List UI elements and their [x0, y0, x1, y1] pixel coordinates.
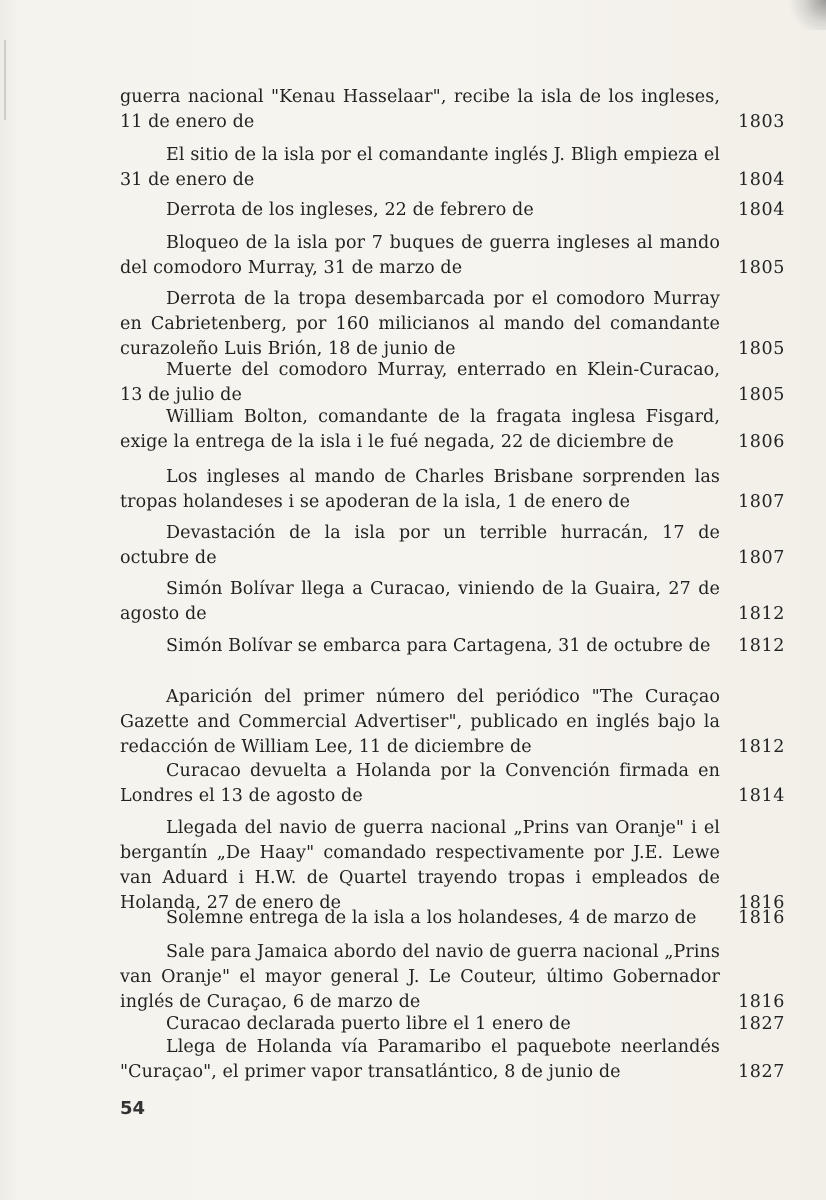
- chronology-entry: [120, 906, 785, 931]
- entry-text: El sitio de la isla por el comandante inglés J. Bligh empieza el 31 de enero de: [120, 145, 720, 190]
- chronology-entry: [120, 85, 785, 135]
- entry-year: 1804: [738, 200, 785, 220]
- entry-text: Curacao devuelta a Holanda por la Convención firmada en Londres el 13 de agosto de: [120, 761, 720, 806]
- entry-text: guerra nacional "Kenau Hasselaar", recibe la isla de los ingleses, 11 de enero de: [120, 87, 720, 132]
- entry-year: 1812: [738, 737, 785, 757]
- chronology-entry: [120, 287, 785, 362]
- chronology-entry: [120, 521, 785, 571]
- entry-year: 1827: [738, 1014, 785, 1034]
- chronology-entry: [120, 1012, 785, 1037]
- entry-text: Devastación de la isla por un terrible hurracán, 17 de octubre de: [120, 523, 720, 568]
- entry-text: Sale para Jamaica abordo del navio de guerra nacional „Prins van Oranje" el mayor general J. Le Couteur, último Gobernador inglés de Curaçao, 6 de marzo de: [120, 942, 720, 1012]
- chronology-entry: [120, 198, 785, 223]
- chronology-entry: [120, 465, 785, 515]
- entry-text: Simón Bolívar se embarca para Cartagena, 31 de octubre de: [166, 636, 711, 656]
- page-number: 54: [120, 1098, 146, 1119]
- entry-text: Curacao declarada puerto libre el 1 enero de: [166, 1014, 571, 1034]
- entry-text: Muerte del comodoro Murray, enterrado en Klein-Curacao, 13 de julio de: [120, 360, 720, 405]
- chronology-entry: [120, 759, 785, 809]
- chronology-entry: [120, 940, 785, 1015]
- entry-text: Los ingleses al mando de Charles Brisbane sorprenden las tropas holandeses i se apoderan de la isla, 1 de enero de: [120, 467, 720, 512]
- entry-year: 1814: [738, 786, 785, 806]
- chronology-entry: [120, 1035, 785, 1085]
- entry-year: 1816: [738, 908, 785, 928]
- entry-year: 1805: [738, 385, 785, 405]
- entry-year: 1805: [738, 258, 785, 278]
- chronology-entry: [120, 231, 785, 281]
- chronology-entry: [120, 685, 785, 760]
- entry-text: Derrota de los ingleses, 22 de febrero de: [166, 200, 534, 220]
- entry-text: William Bolton, comandante de la fragata inglesa Fisgard, exige la entrega de la isla i le fué negada, 22 de diciembre de: [120, 407, 720, 452]
- chronology-entry: [120, 405, 785, 455]
- chronology-entry: [120, 358, 785, 408]
- entry-text: Solemne entrega de la isla a los holandeses, 4 de marzo de: [166, 908, 697, 928]
- entry-text: Llegada del navio de guerra nacional „Prins van Oranje" i el bergantín „De Haay" comandado respectivamente por J.E. Lewe van Aduard i H.W. de Quartel trayendo tropas i empleados de Holanda, 27 de enero de: [120, 818, 720, 913]
- entry-year: 1807: [738, 492, 785, 512]
- entry-year: 1812: [738, 604, 785, 624]
- entry-year: 1806: [738, 432, 785, 452]
- entry-year: 1816: [738, 992, 785, 1012]
- entry-year: 1807: [738, 548, 785, 568]
- chronology-entry: [120, 634, 785, 659]
- entry-year: 1804: [738, 170, 785, 190]
- chronology-entry: [120, 577, 785, 627]
- entry-text: Aparición del primer número del periódico "The Curaçao Gazette and Commercial Advertiser", publicado en inglés bajo la redacción de William Lee, 11 de diciembre de: [120, 687, 720, 757]
- chronology-entry: [120, 143, 785, 193]
- entry-year: 1812: [738, 636, 785, 656]
- chronology-entry: [120, 816, 785, 916]
- entry-year: 1805: [738, 339, 785, 359]
- entry-text: Simón Bolívar llega a Curacao, viniendo de la Guaira, 27 de agosto de: [120, 579, 720, 624]
- entry-text: Bloqueo de la isla por 7 buques de guerra ingleses al mando del comodoro Murray, 31 de marzo de: [120, 233, 720, 278]
- entry-text: Derrota de la tropa desembarcada por el comodoro Murray en Cabrietenberg, por 160 milicianos al mando del comandante curazoleño Luis Brión, 18 de junio de: [120, 289, 720, 359]
- entry-year: 1803: [738, 112, 785, 132]
- entry-year: 1816: [738, 893, 785, 913]
- entry-year: 1827: [738, 1062, 785, 1082]
- entry-text: Llega de Holanda vía Paramaribo el paquebote neerlandés "Curaçao", el primer vapor transatlántico, 8 de junio de: [120, 1037, 720, 1082]
